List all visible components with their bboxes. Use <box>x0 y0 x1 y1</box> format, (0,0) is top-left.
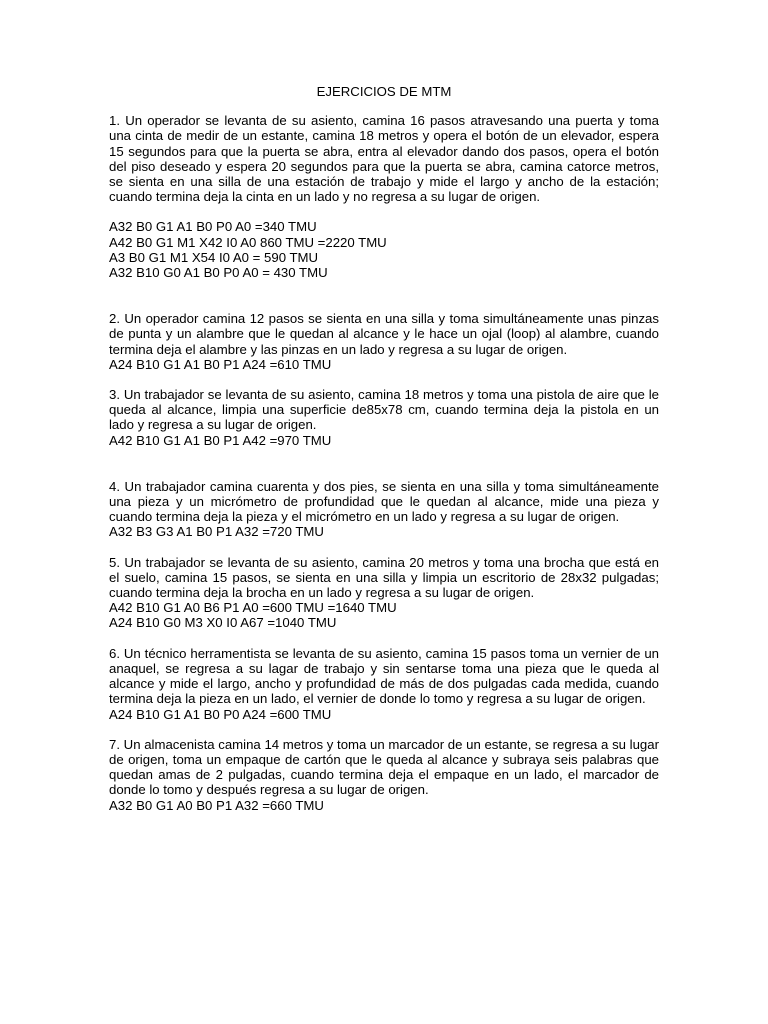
exercise-2 <box>109 311 659 372</box>
mtm-code-line: A24 B10 G1 A1 B0 P1 A24 =610 TMU <box>109 356 332 372</box>
exercise-text: 5. Un trabajador se levanta de su asiento, camina 20 metros y toma una brocha que está en el suelo, camina 15 pasos, se sienta en una silla y limpia un escritorio de 28x32 pulgadas; cuando termina deja la brocha en un lado y regresa a su lugar de origen. <box>109 554 659 601</box>
mtm-code-line: A32 B0 G1 A0 B0 P1 A32 =660 TMU <box>109 797 324 813</box>
exercise-3 <box>109 387 659 448</box>
mtm-code-line: A32 B0 G1 A1 B0 P0 A0 =340 TMU <box>109 219 317 235</box>
exercise-text: 6. Un técnico herramentista se levanta de su asiento, camina 15 pasos toma un vernier de un anaquel, se regresa a su lagar de trabajo y sin sentarse toma una pieza que le queda al alcance y mide el largo, ancho y profundidad de más de dos pulgadas cada medida, cuando termina deja la pieza en un lado, el vernier de donde lo tomo y regresa a su lugar de origen. <box>109 645 659 707</box>
page-title: EJERCICIOS DE MTM <box>316 84 452 99</box>
mtm-code-line: A3 B0 G1 M1 X54 I0 A0 = 590 TMU <box>109 249 319 265</box>
mtm-code-line: A42 B10 G1 A1 B0 P1 A42 =970 TMU <box>109 432 332 448</box>
mtm-code-line: A24 B10 G0 M3 X0 I0 A67 =1040 TMU <box>109 615 337 631</box>
document-page <box>109 84 659 813</box>
exercise-7 <box>109 737 659 813</box>
mtm-code-line: A32 B10 G0 A1 B0 P0 A0 = 430 TMU <box>109 265 328 281</box>
exercise-text: 7. Un almacenista camina 14 metros y toma un marcador de un estante, se regresa a su lugar de origen, toma un empaque de cartón que le queda al alcance y subraya seis palabras que quedan amas de 2 pulgadas, cuando termina deja el empaque en un lado, el marcador de donde lo tomo y después regresa a su lugar de origen. <box>109 736 659 798</box>
exercise-text: 2. Un operador camina 12 pasos se sienta en una silla y toma simultáneamente unas pinzas de punta y un alambre que le quedan al alcance y le hace un ojal (loop) al alambre, cuando termina deja el alambre y las pinzas en un lado y regresa a su lugar de origen. <box>109 311 659 357</box>
exercise-text: 3. Un trabajador se levanta de su asiento, camina 18 metros y toma una pistola de aire que le queda al alcance, limpia una superficie de85x78 cm, cuando termina deja la pistola en un lado y regresa a su lugar de origen. <box>109 387 659 433</box>
exercise-text: 1. Un operador se levanta de su asiento, camina 16 pasos atravesando una puerta y toma una cinta de medir de un estante, camina 18 metros y opera el botón de un elevador, espera 15 segundos para que la puerta se abra, entra al elevador dando dos pasos, opera el botón del piso deseado y espera 20 segundos para que la puerta se abra, camina catorce metros, se sienta en una silla de una estación de trabajo y mide el largo y ancho de la estación; cuando termina deja la cinta en un lado y no regresa a su lugar de origen. <box>109 113 659 205</box>
mtm-code-line: A32 B3 G3 A1 B0 P1 A32 =720 TMU <box>109 524 324 540</box>
exercise-1 <box>109 113 659 280</box>
exercise-5 <box>109 555 659 631</box>
exercise-4 <box>109 479 659 540</box>
mtm-code-line: A42 B0 G1 M1 X42 I0 A0 860 TMU =2220 TMU <box>109 234 387 250</box>
mtm-code-line: A24 B10 G1 A1 B0 P0 A24 =600 TMU <box>109 706 332 722</box>
exercise-text: 4. Un trabajador camina cuarenta y dos pies, se sienta en una silla y toma simultáneamente una pieza y un micrómetro de profundidad que le quedan al alcance, mide una pieza y cuando termina deja la pieza y el micrómetro en un lado y regresa a su lugar de origen. <box>109 478 659 525</box>
exercise-6 <box>109 646 659 722</box>
mtm-code-line: A42 B10 G1 A0 B6 P1 A0 =600 TMU =1640 TMU <box>109 600 397 616</box>
